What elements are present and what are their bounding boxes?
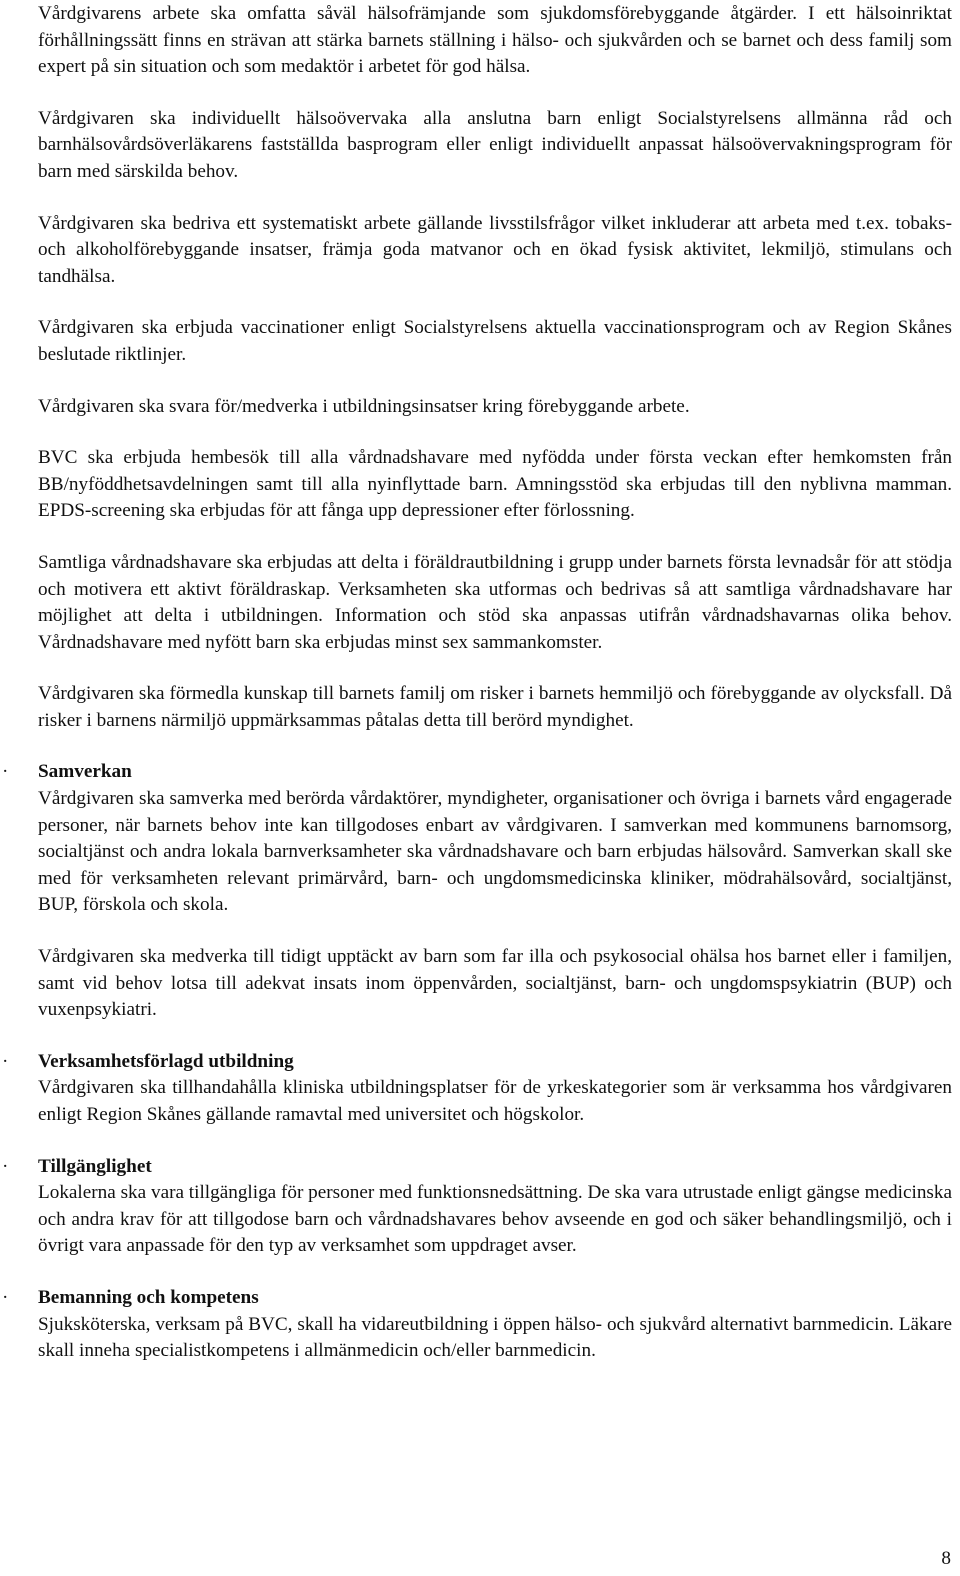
section-paragraph: Lokalerna ska vara tillgängliga för personer med funktionsnedsättning. De ska vara utrustade enligt gängse medicinska och andra krav för att tillgodose barn och vårdnadshavares behov avseende en god och säker behandlingsmiljö, och i övrigt vara anpassade för den typ av verksamhet som uppdraget avser. bbox=[38, 1182, 952, 1257]
bullet-icon: · bbox=[2, 1050, 9, 1072]
section-heading: Bemanning och kompetens bbox=[38, 1286, 259, 1308]
paragraph-health-monitoring: Vårdgivaren ska individuellt hälsoövervaka alla anslutna barn enligt Socialstyrelsens allmänna råd och barnhälsovårdsöverläkarens fastställda basprogram eller enligt individuellt anpassat hälsoövervakningsprogram för barn med särskilda behov. bbox=[38, 107, 952, 182]
section-paragraph: Sjuksköterska, verksam på BVC, skall ha vidareutbildning i öppen hälso- och sjukvård alternativt barnmedicin. Läkare skall inneha specialistkompetens i allmänmedicin och/eller barnmedicin. bbox=[38, 1313, 952, 1362]
section-heading: Tillgänglighet bbox=[38, 1155, 152, 1177]
paragraph-parent-education: Samtliga vårdnadshavare ska erbjudas att delta i föräldrautbildning i grupp under barnets första levnadsår för att stödja och motivera ett aktivt föräldraskap. Verksamheten ska utformas och bedrivas så att samtliga vårdnadshavare har möjlighet att delta i utbildningen. Information och stöd ska anpassas utifrån vårdnadshavarnas olika behov. Vårdnadshavare med nyfött barn ska erbjudas minst sex sammankomster. bbox=[38, 551, 952, 653]
section-tillganglighet bbox=[2, 1154, 952, 1260]
section-samverkan bbox=[2, 759, 952, 1023]
section-paragraph: Vårdgivaren ska samverka med berörda vårdaktörer, myndigheter, organisationer och övriga i barnets vård engagerade personer, när barnets behov inte kan tillgodoses enbart av vårdgivaren. I samverkan med kommunens barnomsorg, socialtjänst och andra lokala barnverksamheter ska vårdnadshavare och barn erbjudas hälsovård. Samverkan skall ske med för verksamheten relevant primärvård, barn- och ungdomsmedicinska kliniker, mödrahälsovård, socialtjänst, BUP, förskola och skola. bbox=[38, 788, 952, 916]
section-bemanning-och-kompetens bbox=[2, 1285, 952, 1365]
page-number: 8 bbox=[941, 1548, 951, 1569]
bullet-icon: · bbox=[2, 761, 9, 783]
document-page bbox=[2, 1, 952, 1390]
section-paragraph: Vårdgivaren ska medverka till tidigt upptäckt av barn som far illa och psykosocial ohälsa hos barnet eller i familjen, samt vid behov lotsa till adekvat insats inom öppenvården, socialtjänst, barn- och ungdomspsykiatrin (BUP) och vuxenpsykiatri. bbox=[38, 946, 952, 1021]
paragraph-home-visits: BVC ska erbjuda hembesök till alla vårdnadshavare med nyfödda under första veckan efter hemkomsten från BB/nyföddhetsavdelningen samt till alla nyinflyttade barn. Amningsstöd ska erbjudas till den nyblivna mamman. EPDS-screening ska erbjudas för att fånga upp depressioner efter förlossning. bbox=[38, 447, 952, 522]
paragraph-lifestyle: Vårdgivaren ska bedriva ett systematiskt arbete gällande livsstilsfrågor vilket inkluderar att arbeta med t.ex. tobaks- och alkoholförebyggande insatser, främja goda matvanor och en ökad fysisk aktivitet, lekmiljö, stimulans och tandhälsa. bbox=[38, 212, 952, 287]
section-paragraph: Vårdgivaren ska tillhandahålla kliniska utbildningsplatser för de yrkeskategorier som är verksamma hos vårdgivaren enligt Region Skånes gällande ramavtal med universitet och högskolor. bbox=[38, 1077, 952, 1125]
section-heading: Verksamhetsförlagd utbildning bbox=[38, 1050, 294, 1072]
paragraph-accident-prevention: Vårdgivaren ska förmedla kunskap till barnets familj om risker i barnets hemmiljö och förebyggande av olycksfall. Då risker i barnens närmiljö uppmärksammas påtalas detta till berörd myndighet. bbox=[38, 683, 952, 731]
paragraph-vaccinations: Vårdgivaren ska erbjuda vaccinationer enligt Socialstyrelsens aktuella vaccinationsprogram och av Region Skånes beslutade riktlinjer. bbox=[38, 317, 952, 365]
paragraph-education: Vårdgivaren ska svara för/medverka i utbildningsinsatser kring förebyggande arbete. bbox=[38, 395, 690, 417]
section-heading: Samverkan bbox=[38, 761, 132, 783]
bullet-icon: · bbox=[2, 1155, 9, 1177]
bullet-icon: · bbox=[2, 1286, 9, 1308]
paragraph-health-promotion: Vårdgivarens arbete ska omfatta såväl hälsofrämjande som sjukdomsförebyggande åtgärder. I ett hälsoinriktat förhållningssätt finns en strävan att stärka barnets ställning i hälso- och sjukvården och se barnet och dess familj som expert på sin situation och som medaktör i arbetet för god hälsa. bbox=[38, 3, 952, 78]
section-verksamhetsforlagd-utbildning bbox=[2, 1049, 952, 1129]
